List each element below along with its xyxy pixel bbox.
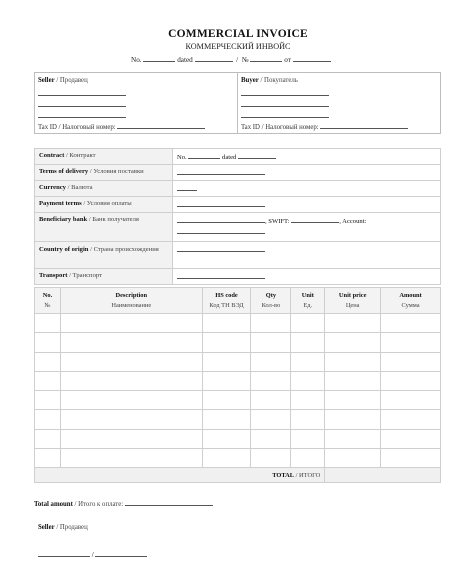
seller-tax-id: Tax ID / Налоговый номер: bbox=[38, 122, 205, 131]
transport-row bbox=[35, 269, 441, 285]
transport-field[interactable] bbox=[177, 272, 265, 279]
signature-field[interactable] bbox=[38, 550, 90, 557]
seller-label: Seller / Продавец bbox=[38, 77, 88, 84]
swift-field[interactable] bbox=[291, 216, 339, 223]
separator: / bbox=[236, 56, 239, 64]
no-ru-label: № bbox=[241, 56, 249, 64]
bank-label: Beneficiary bank / Банк получателя bbox=[35, 213, 173, 242]
col-unit-header: Unit Ед. bbox=[291, 288, 325, 314]
dated-label: dated bbox=[177, 56, 193, 64]
invoice-number-field[interactable] bbox=[143, 55, 175, 62]
signature-line: / bbox=[38, 550, 147, 559]
col-qty-header: Qty Кол-во bbox=[251, 288, 291, 314]
total-row bbox=[35, 468, 441, 483]
invoice-number-ru-field[interactable] bbox=[250, 55, 282, 62]
seller-tax-id-field[interactable] bbox=[117, 122, 205, 129]
invoice-number-line bbox=[131, 55, 331, 64]
contract-details-table bbox=[34, 148, 441, 285]
buyer-line-3[interactable] bbox=[241, 117, 329, 118]
col-hs-code-header: HS code Код ТН ВЭД bbox=[202, 288, 251, 314]
contract-date-field[interactable] bbox=[238, 152, 276, 159]
payment-field[interactable] bbox=[177, 200, 265, 207]
account-field[interactable] bbox=[177, 227, 265, 234]
seller-line-3[interactable] bbox=[38, 117, 126, 118]
transport-value bbox=[173, 269, 441, 285]
bank-row bbox=[35, 213, 441, 242]
origin-field[interactable] bbox=[177, 245, 265, 252]
table-row bbox=[35, 314, 441, 333]
delivery-field[interactable] bbox=[177, 168, 265, 175]
delivery-label: Terms of delivery / Условия поставки bbox=[35, 165, 173, 181]
table-row bbox=[35, 449, 441, 468]
total-amount: Total amount / Итого к оплате: bbox=[34, 499, 213, 508]
total-amount-field[interactable] bbox=[125, 499, 213, 506]
table-row bbox=[35, 352, 441, 371]
buyer-line-1[interactable] bbox=[241, 95, 329, 96]
origin-row bbox=[35, 242, 441, 269]
goods-body bbox=[35, 314, 441, 468]
invoice-date-ru-field[interactable] bbox=[293, 55, 331, 62]
contract-label: Contract / Контракт bbox=[35, 149, 173, 165]
total-value[interactable] bbox=[325, 468, 441, 483]
currency-label: Currency / Валюта bbox=[35, 181, 173, 197]
seller-line-1[interactable] bbox=[38, 95, 126, 96]
bank-name-field[interactable] bbox=[177, 216, 265, 223]
table-row bbox=[35, 333, 441, 352]
seller-line-2[interactable] bbox=[38, 106, 126, 107]
contract-row bbox=[35, 149, 441, 165]
buyer-tax-id: Tax ID / Налоговый номер: bbox=[241, 122, 408, 131]
col-unit-price-header: Unit price Цена bbox=[325, 288, 381, 314]
col-description-header: Description Наименование bbox=[60, 288, 202, 314]
invoice-title: COMMERCIAL INVOICE bbox=[168, 28, 308, 40]
buyer-label: Buyer / Покупатель bbox=[241, 77, 298, 84]
bank-value: , SWIFT: , Account: bbox=[173, 213, 441, 242]
table-row bbox=[35, 371, 441, 390]
currency-value bbox=[173, 181, 441, 197]
from-ru-label: от bbox=[284, 56, 291, 64]
contract-value: No. dated bbox=[173, 149, 441, 165]
table-row bbox=[35, 391, 441, 410]
signature-name-field[interactable] bbox=[95, 550, 147, 557]
parties-divider bbox=[237, 73, 238, 133]
origin-value bbox=[173, 242, 441, 269]
contract-number-field[interactable] bbox=[188, 152, 220, 159]
payment-value bbox=[173, 197, 441, 213]
buyer-tax-id-field[interactable] bbox=[320, 122, 408, 129]
total-label: TOTAL / ИТОГО bbox=[35, 468, 325, 483]
goods-header-row bbox=[35, 288, 441, 314]
invoice-title-ru: КОММЕРЧЕСКИЙ ИНВОЙС bbox=[185, 42, 291, 51]
table-row bbox=[35, 429, 441, 448]
origin-label: Country of origin / Страна происхождения bbox=[35, 242, 173, 269]
goods-table bbox=[34, 287, 441, 483]
footer-seller-label: Seller / Продавец bbox=[38, 524, 88, 531]
table-row bbox=[35, 410, 441, 429]
buyer-line-2[interactable] bbox=[241, 106, 329, 107]
payment-label: Payment terms / Условия оплаты bbox=[35, 197, 173, 213]
col-no-header: No. № bbox=[35, 288, 61, 314]
payment-row bbox=[35, 197, 441, 213]
invoice-date-field[interactable] bbox=[195, 55, 233, 62]
transport-label: Transport / Транспорт bbox=[35, 269, 173, 285]
currency-field[interactable] bbox=[177, 184, 197, 191]
no-label: No. bbox=[131, 56, 142, 64]
currency-row bbox=[35, 181, 441, 197]
delivery-value bbox=[173, 165, 441, 181]
col-amount-header: Amount Сумма bbox=[381, 288, 441, 314]
delivery-row bbox=[35, 165, 441, 181]
